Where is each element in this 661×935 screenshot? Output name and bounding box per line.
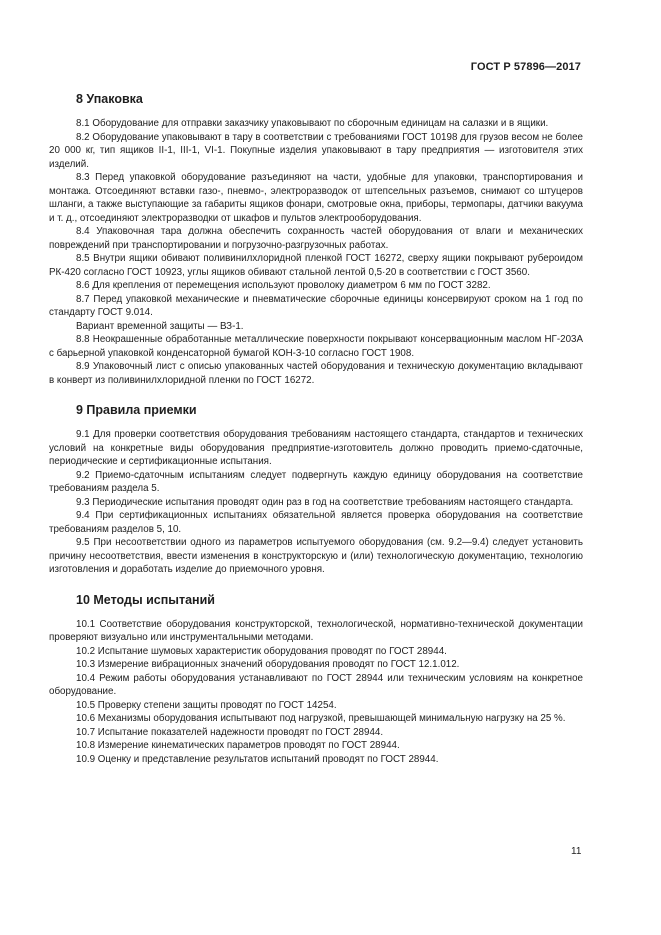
paragraph-8-4: 8.4 Упаковочная тара должна обеспечить сохранность частей оборудования от влаги и механических повреждений при транспортировании и погрузочно-разгрузочных работах. <box>49 226 583 251</box>
paragraph-10-6: 10.6 Механизмы оборудования испытывают под нагрузкой, превышающей минимальную нагрузку на 25 %. <box>76 713 566 724</box>
page-number: 11 <box>571 846 582 857</box>
paragraph-10-5: 10.5 Проверку степени защиты проводят по ГОСТ 14254. <box>76 699 337 711</box>
paragraph-10-7: 10.7 Испытание показателей надежности проводят по ГОСТ 28944. <box>76 726 384 738</box>
document-body <box>49 90 583 766</box>
section-title-8: 8 Упаковка <box>76 92 143 106</box>
paragraph-10-8: 10.8 Измерение кинематических параметров проводят по ГОСТ 28944. <box>76 740 400 751</box>
paragraph-10-3: 10.3 Измерение вибрационных значений оборудования проводят по ГОСТ 12.1.012. <box>76 659 460 670</box>
section-title-9: 9 Правила приемки <box>76 403 197 417</box>
paragraph-9-4: 9.4 При сертификационных испытаниях обязательной является проверка оборудования на соответствие требованиям разделов 5, 10. <box>49 510 583 535</box>
paragraph-8-6: 8.6 Для крепления от перемещения используют проволоку диаметром 6 мм по ГОСТ 3282. <box>76 280 491 291</box>
paragraph-8-7-variant: Вариант временной защиты — ВЗ-1. <box>76 320 244 332</box>
paragraph-9-1: 9.1 Для проверки соответствия оборудования требованиям настоящего стандарта, стандартов и технических условий на конкретные виды оборудования предприятие-изготовитель должно проводить приемо-сдаточные, периодические и сертификационные испытания. <box>49 429 583 467</box>
paragraph-8-2: 8.2 Оборудование упаковывают в тару в соответствии с требованиями ГОСТ 10198 для грузов весом не более 20 000 кг, тип ящиков II-1, III-1, VI-1. Покупные изделия упаковывают в тару предприятия — изготовителя этих изделий. <box>49 131 583 170</box>
section-title-10: 10 Методы испытаний <box>76 592 215 607</box>
paragraph-8-7: 8.7 Перед упаковкой механические и пневматические сборочные единицы консервируют сроком на 1 год по стандарту ГОСТ 9.014. <box>49 293 583 318</box>
paragraph-10-2: 10.2 Испытание шумовых характеристик оборудования проводят по ГОСТ 28944. <box>76 645 447 657</box>
paragraph-8-8: 8.8 Неокрашенные обработанные металлические поверхности покрывают консервационным маслом НГ-203А с барьерной упаковкой конденсаторной бумагой КОН-3-10 согласно ГОСТ 1908. <box>49 334 583 359</box>
paragraph-9-2: 9.2 Приемо-сдаточным испытаниям следует подвергнуть каждую единицу оборудования на соответствие требованиям раздела 5. <box>49 469 583 494</box>
paragraph-10-1: 10.1 Соответствие оборудования конструкторской, технологической, нормативно-технической документации проверяют визуально или инструментальными методами. <box>49 618 583 643</box>
paragraph-8-3: 8.3 Перед упаковкой оборудование разъединяют на части, удобные для упаковки, транспортирования и монтажа. Отсоединяют вставки газо-, пневмо-, электроразводок от штепсельных разъемов, снимают со штуцеров шланги, а также выступающие за габариты ящиков фонари, смотровые окна, приборы, термопары, датчики вакуума и т. д., отсоединяют электроразводки от шкафов и пультов электрооборудования. <box>49 172 583 224</box>
paragraph-9-5: 9.5 При несоответствии одного из параметров испытуемого оборудования (см. 9.2—9.4) следует установить причину несоответствия, ввести изменения в конструкторскую и (или) технологическую документацию, технологию изготовления и доработать изделие до приемочного уровня. <box>49 537 583 575</box>
paragraph-8-9: 8.9 Упаковочный лист с описью упакованных частей оборудования и техническую документацию вкладывают в конверт из поливинилхлоридной пленки по ГОСТ 16272. <box>49 361 583 386</box>
paragraph-9-3: 9.3 Периодические испытания проводят один раз в год на соответствие требованиям настоящего стандарта. <box>76 496 574 508</box>
paragraph-10-4: 10.4 Режим работы оборудования устанавливают по ГОСТ 28944 или техническим условиям на конкретное оборудование. <box>49 672 583 697</box>
paragraph-10-9: 10.9 Оценку и представление результатов испытаний проводят по ГОСТ 28944. <box>76 753 439 765</box>
standard-header: ГОСТ Р 57896—2017 <box>470 61 581 73</box>
paragraph-8-1: 8.1 Оборудование для отправки заказчику упаковывают по сборочным единицам на салазки и в ящики. <box>76 118 549 129</box>
paragraph-8-5: 8.5 Внутри ящики обивают поливинилхлоридной пленкой ГОСТ 16272, сверху ящики покрывают рубероидом РК-420 согласно ГОСТ 10923, углы ящиков обивают стальной лентой 0,5·20 в соответствии с ГОСТ 3560. <box>49 253 583 278</box>
